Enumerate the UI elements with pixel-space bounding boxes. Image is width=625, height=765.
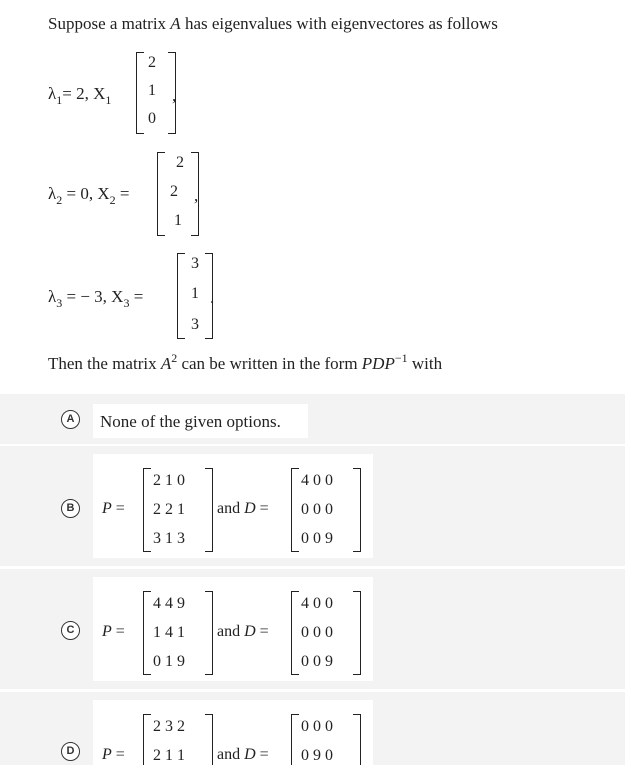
eigen-1-eq: = 2, X — [62, 84, 106, 103]
intro-var: A — [170, 14, 181, 33]
lambda-3: λ — [48, 287, 57, 306]
vector-x2-cell: 1 — [174, 212, 182, 229]
vector-x3-cell: 1 — [191, 285, 199, 302]
option-a-text: None of the given options. — [100, 412, 281, 431]
intro-text: Suppose a matrix — [48, 14, 171, 33]
eigen-1-label — [48, 84, 112, 107]
option-d-p-matrix — [143, 714, 213, 765]
lambda-2: λ — [48, 184, 57, 203]
d-row: 0 0 0 — [301, 501, 333, 518]
p-row: 2 2 1 — [153, 501, 185, 518]
eigen-3-eq2: = — [133, 287, 144, 306]
then-sup2: −1 — [394, 351, 408, 365]
vector-x2-cell: 2 — [170, 183, 178, 200]
vector-x2 — [157, 152, 199, 236]
vector-x3 — [177, 253, 213, 339]
eigen-1-comma: , — [172, 86, 177, 105]
lambda-1-sub: 1 — [56, 93, 63, 107]
eigen-2-comma: , — [194, 186, 199, 205]
option-b-p-matrix — [143, 468, 213, 552]
eigen-2-eq: = 0, X — [66, 184, 110, 203]
eigen-3-eq: = − 3, X — [66, 287, 124, 306]
vector-x2-cell: 2 — [176, 154, 184, 171]
lambda-3-sub: 3 — [56, 296, 63, 310]
d-row: 0 0 0 — [301, 718, 333, 735]
then-text: Then the matrix — [48, 354, 161, 373]
p-row: 4 4 9 — [153, 595, 185, 612]
option-b-and: and D = — [217, 500, 269, 517]
lambda-2-sub: 2 — [56, 193, 63, 207]
vector-x1-cell: 1 — [148, 82, 156, 99]
eigen-2-label — [48, 184, 130, 207]
option-d-p-label: P = — [102, 746, 125, 763]
d-row: 0 0 0 — [301, 624, 333, 641]
option-a-badge[interactable]: A — [61, 410, 80, 429]
intro-text-end: has eigenvalues with eigenvectores as follows — [180, 14, 498, 33]
then-mid: can be written in the form — [177, 354, 362, 373]
x-2-sub: 2 — [109, 193, 116, 207]
option-d-d-matrix — [291, 714, 361, 765]
d-row: 4 0 0 — [301, 472, 333, 489]
eigen-3-label — [48, 287, 144, 310]
option-d-content — [93, 700, 373, 765]
d-row: 0 0 9 — [301, 653, 333, 670]
option-c[interactable] — [0, 569, 625, 689]
then-form: PDP — [361, 354, 395, 373]
option-d[interactable] — [0, 692, 625, 765]
option-c-p-label: P = — [102, 623, 125, 640]
p-row: 0 1 9 — [153, 653, 185, 670]
vector-x1-cell: 0 — [148, 110, 156, 127]
then-post: with — [407, 354, 443, 373]
d-row: 4 0 0 — [301, 595, 333, 612]
vector-x3-cell: 3 — [191, 255, 199, 272]
option-d-badge[interactable]: D — [61, 742, 80, 761]
p-row: 2 3 2 — [153, 718, 185, 735]
option-c-content — [93, 577, 373, 681]
then-sup: 2 — [171, 351, 178, 365]
eigen-2-eq2: = — [119, 184, 130, 203]
option-c-badge[interactable]: C — [61, 621, 80, 640]
option-b-p-label: P = — [102, 500, 125, 517]
p-row: 2 1 1 — [153, 747, 185, 764]
p-row: 2 1 0 — [153, 472, 185, 489]
vector-x1 — [136, 52, 176, 134]
lambda-1: λ — [48, 84, 57, 103]
vector-x3-cell: 3 — [191, 316, 199, 333]
option-a-content — [93, 404, 308, 438]
option-a[interactable] — [0, 394, 625, 444]
option-d-and: and D = — [217, 746, 269, 763]
d-row: 0 9 0 — [301, 747, 333, 764]
eigen-3-period: . — [210, 288, 215, 307]
question-intro — [48, 14, 498, 34]
d-row: 0 0 9 — [301, 530, 333, 547]
question-then — [48, 351, 443, 374]
p-row: 3 1 3 — [153, 530, 185, 547]
option-b-content — [93, 454, 373, 558]
option-c-and: and D = — [217, 623, 269, 640]
vector-x1-cell: 2 — [148, 54, 156, 71]
option-c-p-matrix — [143, 591, 213, 675]
option-c-d-matrix — [291, 591, 361, 675]
x-1-sub: 1 — [105, 93, 112, 107]
option-b-badge[interactable]: B — [61, 499, 80, 518]
p-row: 1 4 1 — [153, 624, 185, 641]
then-var: A — [160, 354, 172, 373]
option-b-d-matrix — [291, 468, 361, 552]
option-b[interactable] — [0, 446, 625, 566]
x-3-sub: 3 — [123, 296, 130, 310]
